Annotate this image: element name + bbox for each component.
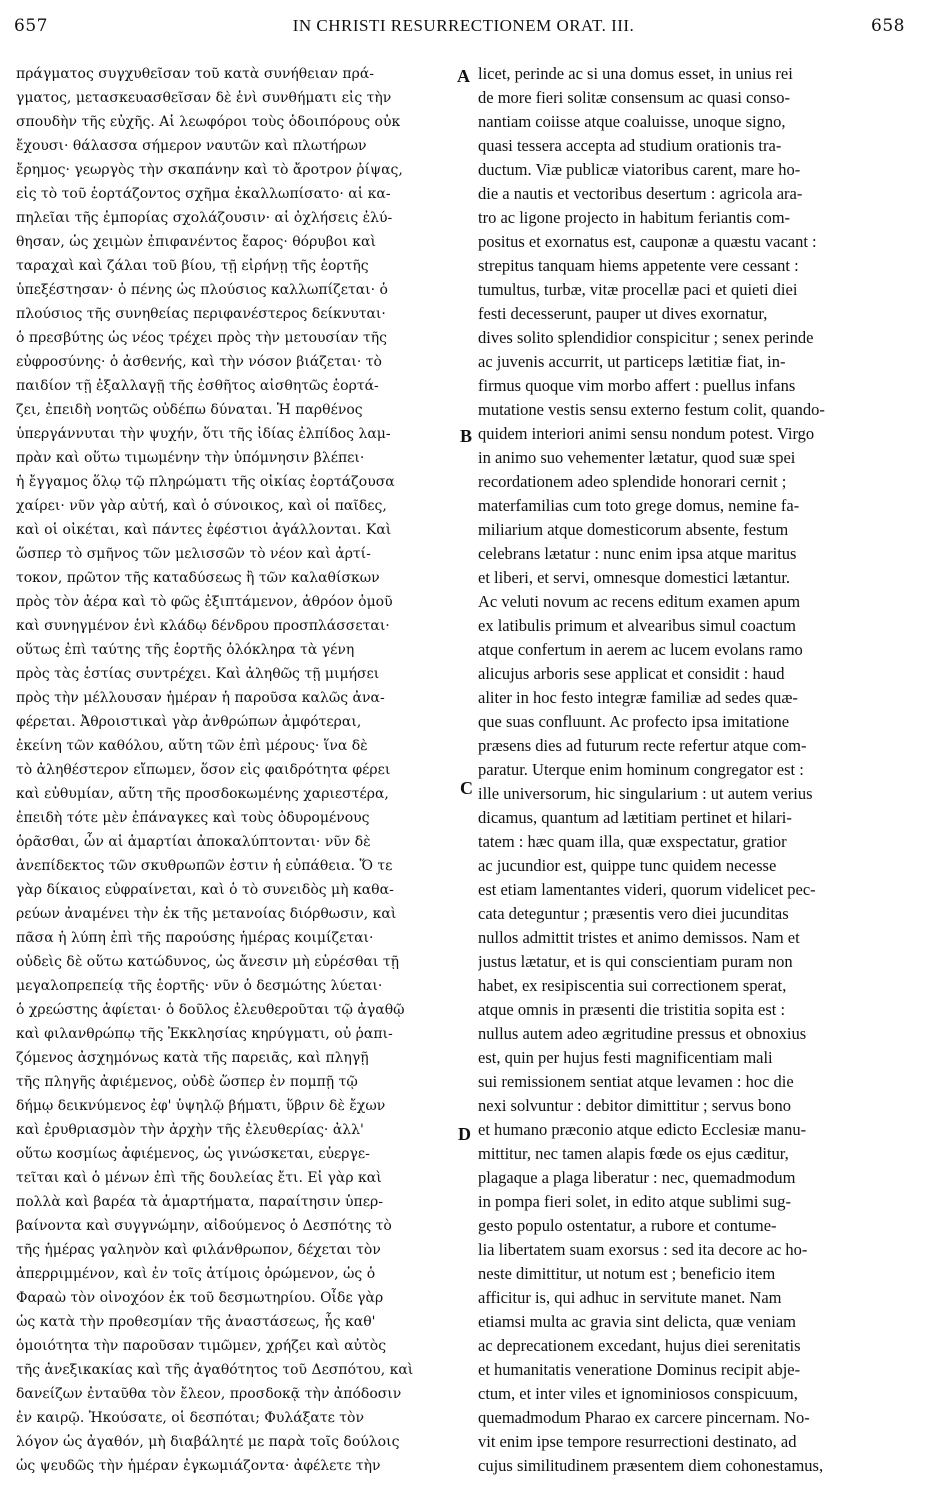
- greek-text-line: λόγον ὡς ἀγαθόν, μὴ διαβάλητέ με παρὰ τοῖς δούλοις: [16, 1434, 400, 1450]
- greek-text-line: ζόμενος ἀσχημόνως κατὰ τῆς παρειᾶς, καὶ πληγῇ: [16, 1050, 369, 1066]
- latin-text-line: quasi tessera accepta ad studium orationis tra-: [478, 136, 782, 155]
- greek-text-line: εἰς τὸ τοῦ ἑορτάζοντος σχῆμα ἐκαλλωπίσατο· αἱ κα-: [16, 186, 391, 202]
- greek-text-line: ἐπειδὴ τότε μὲν ἐπάναγκες καὶ τοὺς ὀδυρομένους: [16, 810, 370, 826]
- latin-text-column: [478, 62, 908, 1478]
- latin-text-line: est, quin per hujus festi magnificentiam mali: [478, 1048, 773, 1067]
- greek-text-line: μεγαλοπρεπείᾳ τῆς ἑορτῆς· νῦν ὁ δεσμώτης λύεται·: [16, 978, 383, 994]
- greek-text-line: γματος, μετασκευασθεῖσαν δὲ ἑνὶ συνθήματι εἰς τὴν: [16, 90, 392, 106]
- latin-text-line: materfamilias cum toto grege domus, nemine fa-: [478, 496, 800, 515]
- latin-text-line: tatem : hæc quam illa, quæ exspectatur, gratior: [478, 832, 787, 851]
- latin-text-line: die a nautis et vectoribus desertum : agricola ara-: [478, 184, 803, 203]
- left-page-number: 657: [14, 16, 48, 36]
- greek-text-line: ταραχαὶ καὶ ζάλαι τοῦ βίου, τῇ εἰρήνῃ τῆς ἑορτῆς: [16, 258, 369, 274]
- greek-text-line: πράγματος συγχυθεῖσαν τοῦ κατὰ συνήθειαν πρά-: [16, 66, 374, 82]
- latin-text-line: que suas confluunt. Ac profecto ipsa imitatione: [478, 712, 790, 731]
- right-page-number: 658: [871, 16, 905, 36]
- greek-text-line: καὶ εὐθυμίαν, αὕτη τῆς προσδοκωμένης χαριεστέρα,: [16, 786, 389, 802]
- greek-text-line: χαίρει· νῦν γὰρ αὐτή, καὶ ὁ σύνοικος, καὶ οἱ παῖδες,: [16, 498, 387, 514]
- latin-text-line: sui remissionem sentiat atque levamen : hoc die: [478, 1072, 794, 1091]
- greek-text-line: παιδίον τῇ ἐξαλλαγῇ τῆς ἐσθῆτος αἰσθητῶς ἑορτά-: [16, 378, 379, 394]
- latin-text-line: mittitur, nec tamen alapis fœde os ejus cæditur,: [478, 1144, 789, 1163]
- latin-text-line: atque omnis in præsenti die tristitia sopita est :: [478, 1000, 786, 1019]
- latin-text-line: positus et exornatus est, cauponæ a quæstu vacant :: [478, 232, 817, 251]
- latin-text-line: cata deteguntur ; præsentis vero diei jucunditas: [478, 904, 789, 923]
- latin-text-line: gesto populo ostentatur, a rubore et contume-: [478, 1216, 777, 1235]
- section-marker-c: C: [460, 778, 473, 798]
- latin-text-line: et humanitatis veneratione Dominus recipit abje-: [478, 1360, 801, 1379]
- greek-text-line: καὶ ἐρυθριασμὸν τὴν ἀρχὴν τῆς ἐλευθερίας· ἀλλ': [16, 1122, 364, 1138]
- latin-text-line: ductum. Viæ publicæ viatoribus carent, mare ho-: [478, 160, 801, 179]
- latin-text-line: licet, perinde ac si una domus esset, in unius rei: [478, 64, 793, 83]
- latin-text-line: præsens dies ad futurum recte refertur atque com-: [478, 736, 807, 755]
- greek-text-line: ὑπεργάννυται τὴν ψυχήν, ὅτι τῆς ἰδίας ἐλπίδος λαμ-: [16, 426, 391, 442]
- greek-text-line: φέρεται. Ἀθροιστικαὶ γὰρ ἀνθρώπων ἀμφότεραι,: [16, 714, 362, 730]
- greek-text-line: γὰρ δίκαιος εὐφραίνεται, καὶ ὁ τὸ συνειδὸς μὴ καθα-: [16, 882, 394, 898]
- greek-text-line: ρεύων ἀναμένει τὴν ἐκ τῆς μετανοίας διόρθωσιν, καὶ: [16, 906, 397, 922]
- latin-text-line: dives solito splendidior conspicitur ; senex perinde: [478, 328, 814, 347]
- latin-text-line: et liberi, et servi, omnesque domestici lætantur.: [478, 568, 791, 587]
- greek-text-line: πηλεῖαι τῆς ἐμπορίας σχολάζουσιν· αἱ ὀχλήσεις ἐλύ-: [16, 210, 393, 226]
- greek-text-line: τοκον, πρῶτον τῆς καταδύσεως ἢ τῶν καλαθίσκων: [16, 570, 380, 586]
- latin-text-line: lia libertatem suam exorsus : sed ita decore ac ho-: [478, 1240, 808, 1259]
- latin-text-line: tro ac ligone projecto in habitum feriantis com-: [478, 208, 791, 227]
- latin-text-line: festi decesserunt, pauper ut dives exornatur,: [478, 304, 768, 323]
- latin-text-line: Ac veluti novum ac recens editum examen apum: [478, 592, 801, 611]
- latin-text-line: afficitur is, qui adhuc in servitute manet. Nam: [478, 1288, 782, 1307]
- greek-text-line: ὁρᾶσθαι, ὧν αἱ ἁμαρτίαι ἀποκαλύπτονται· νῦν δὲ: [16, 834, 371, 850]
- latin-text-line: plagaque a plaga liberatur : nec, quemadmodum: [478, 1168, 796, 1187]
- latin-text-line: in animo suo vehementer lætatur, quod suæ spei: [478, 448, 796, 467]
- latin-text-line: ille universorum, hic singularium : ut autem verius: [478, 784, 813, 803]
- section-marker-b: B: [460, 426, 473, 446]
- latin-text-line: nullos admittit tristes et animo demissos. Nam et: [478, 928, 800, 947]
- latin-text-line: quemadmodum Pharao ex carcere pincernam. No-: [478, 1408, 810, 1427]
- latin-text-line: miliarium atque domesticorum absente, festum: [478, 520, 789, 539]
- greek-text-line: ζει, ἐπειδὴ νοητῶς οὐδέπω δύναται. Ἡ παρθένος: [16, 402, 363, 418]
- latin-text-line: tumultus, turbæ, vitæ procellæ paci et quieti diei: [478, 280, 798, 299]
- greek-text-line: τῆς πληγῆς ἀφιέμενος, οὐδὲ ὥσπερ ἐν πομπῇ τῷ: [16, 1074, 358, 1090]
- latin-text-line: mutatione vestis sensu externo festum colit, quando-: [478, 400, 825, 419]
- greek-text-line: πρὸς τὰς ἑστίας συντρέχει. Καὶ ἀληθῶς τῇ μιμήσει: [16, 666, 380, 682]
- greek-text-line: Φαραὼ τὸν οἰνοχόον ἐκ τοῦ δεσμωτηρίου. Οἶδε γὰρ: [16, 1290, 384, 1306]
- latin-text-line: vit enim ipse tempore resurrectioni destinato, ad: [478, 1432, 797, 1451]
- greek-text-line: καὶ οἱ οἰκέται, καὶ πάντες ἐφέστιοι ἀγάλλονται. Καὶ: [16, 522, 392, 538]
- page-header: [0, 16, 927, 48]
- greek-text-line: ὑπεξέστησαν· ὁ πένης ὡς πλούσιος καλλωπίζεται· ὁ: [16, 282, 388, 298]
- latin-text-line: nantiam coiisse atque coaluisse, unoque signo,: [478, 112, 786, 131]
- greek-text-line: πρὸς τὸν ἀέρα καὶ τὸ φῶς ἐξιπτάμενον, ἀθρόον ὁμοῦ: [16, 594, 393, 610]
- latin-text-line: ac juvenis accurrit, ut particeps lætitiæ fiat, in-: [478, 352, 786, 371]
- greek-text-line: βαίνοντα καὶ συγγνώμην, αἰδούμενος ὁ Δεσπότης τὸ: [16, 1218, 392, 1234]
- greek-text-line: οὕτω κοσμίως ἀφιέμενος, ὡς γινώσκεται, εὐεργε-: [16, 1146, 370, 1162]
- greek-text-line: πρὸς τὴν μέλλουσαν ἡμέραν ἡ παροῦσα καλῶς ἀνα-: [16, 690, 385, 706]
- greek-text-line: καὶ συνηγμένον ἑνὶ κλάδῳ δένδρου προσπλάσσεται·: [16, 618, 390, 634]
- latin-text-line: habet, ex resipiscentia sui correctionem sperat,: [478, 976, 787, 995]
- latin-text-line: etiamsi multa ac gravia sint delicta, quæ veniam: [478, 1312, 796, 1331]
- latin-text-line: cujus similitudinem præsentem diem cohonestamus,: [478, 1456, 824, 1475]
- latin-text-line: paratur. Uterque enim hominum congregator est :: [478, 760, 804, 779]
- latin-text-line: ac jucundior est, quippe tunc quidem necesse: [478, 856, 777, 875]
- greek-text-line: ὡς ψευδῶς τὴν ἡμέραν ἐγκωμιάζοντα· ἀφέλετε τὴν: [16, 1458, 381, 1474]
- latin-text-line: justus lætatur, et is qui conscientiam puram non: [478, 952, 793, 971]
- greek-text-line: οὐδεὶς δὲ οὕτω κατώδυνος, ὡς ἄνεσιν μὴ εὑρέσθαι τῇ: [16, 954, 399, 970]
- running-title: IN CHRISTI RESURRECTIONEM ORAT. III.: [292, 16, 635, 35]
- latin-text-line: alicujus arboris sese applicat et considit : haud: [478, 664, 785, 683]
- latin-text-line: neste dimittitur, ut notum est ; beneficio item: [478, 1264, 776, 1283]
- latin-text-line: atque confertum in aerem ac lucem evolans ramo: [478, 640, 803, 659]
- latin-text-line: ex latibulis primum et alvearibus simul coactum: [478, 616, 797, 635]
- section-marker-a: A: [457, 66, 470, 86]
- latin-text-line: nexi solvuntur : debitor dimittitur ; servus bono: [478, 1096, 792, 1115]
- greek-text-line: θησαν, ὡς χειμὼν ἐπιφανέντος ἔαρος· θόρυβοι καὶ: [16, 234, 376, 250]
- latin-text-line: firmus quoque vim morbo affert : puellus infans: [478, 376, 796, 395]
- greek-text-column: [16, 62, 454, 1478]
- greek-text-line: ἀνεπίδεκτος τῶν σκυθρωπῶν ἐστιν ἡ εὐπάθεια. Ὅ τε: [16, 858, 393, 874]
- greek-text-line: ἔχουσι· θάλασσα σήμερον ναυτῶν καὶ πλωτήρων: [16, 138, 367, 154]
- greek-text-line: ὁ χρεώστης ἀφίεται· ὁ δοῦλος ἐλευθεροῦται τῷ ἀγαθῷ: [16, 1002, 405, 1018]
- greek-text-line: καὶ φιλανθρώπῳ τῆς Ἐκκλησίας κηρύγματι, οὐ ῥαπι-: [16, 1026, 393, 1042]
- latin-text-line: et humano præconio atque edicto Ecclesiæ manu-: [478, 1120, 807, 1139]
- section-marker-d: D: [458, 1124, 471, 1144]
- greek-text-line: οὕτως ἐπὶ ταύτης τῆς ἑορτῆς ὁλόκληρα τὰ γένη: [16, 642, 355, 658]
- greek-text-line: δήμῳ δεικνύμενος ἐφ' ὑψηλῷ βήματι, ὕβριν δὲ ἔχων: [16, 1098, 386, 1114]
- greek-text-line: πολλὰ καὶ βαρέα τὰ ἁμαρτήματα, παραίτησιν ὑπερ-: [16, 1194, 383, 1210]
- greek-text-line: ὁ πρεσβύτης ὡς νέος τρέχει πρὸς τὴν μετουσίαν τῆς: [16, 330, 387, 346]
- greek-text-line: σπουδὴν τῆς εὐχῆς. Αἱ λεωφόροι τοὺς ὁδοιπόρους οὐκ: [16, 114, 401, 130]
- greek-text-line: τῆς ἀνεξικακίας καὶ τῆς ἀγαθότητος τοῦ Δεσπότου, καὶ: [16, 1362, 414, 1378]
- greek-text-line: πρὰν καὶ οὕτω τιμωμένην τὴν ὑπόμνησιν βλέπει·: [16, 450, 365, 466]
- latin-text-line: ctum, et inter viles et ignominiosos conspicuum,: [478, 1384, 798, 1403]
- greek-text-line: ἐκείνη τῶν καθόλου, αὕτη τῶν ἐπὶ μέρους· ἵνα δὲ: [16, 738, 368, 754]
- greek-text-line: ἐν καιρῷ. Ἠκούσατε, οἱ δεσπόται; Φυλάξατε τὸν: [16, 1410, 364, 1426]
- latin-text-line: ac deprecationem excedant, hujus diei serenitatis: [478, 1336, 801, 1355]
- greek-text-line: εὐφροσύνης· ὁ ἀσθενής, καὶ τὴν νόσον βιάζεται· τὸ: [16, 354, 382, 370]
- greek-text-line: πλούσιος τῆς συνηθείας περιφανέστερος δείκνυται·: [16, 306, 386, 322]
- latin-text-line: est etiam lamentantes videri, quorum videlicet pec-: [478, 880, 816, 899]
- greek-text-line: τὸ ἀληθέστερον εἴπωμεν, ὅσον εἰς φαιδρότητα φέρει: [16, 762, 391, 778]
- latin-text-line: de more fieri solitæ consensum ac quasi conso-: [478, 88, 791, 107]
- greek-text-line: ὥσπερ τὸ σμῆνος τῶν μελισσῶν τὸ νέον καὶ ἀρτί-: [16, 546, 371, 562]
- greek-text-line: τῆς ἡμέρας γαληνὸν καὶ φιλάνθρωπον, δέχεται τὸν: [16, 1242, 381, 1258]
- greek-text-line: ἀπερριμμένον, καὶ ἐν τοῖς ἀτίμοις ὁρώμενον, ὡς ὁ: [16, 1266, 376, 1282]
- greek-text-line: ὁμοιότητα τὴν παροῦσαν τιμῶμεν, χρήζει καὶ αὐτὸς: [16, 1338, 387, 1354]
- greek-text-line: δανείζων ἐνταῦθα τὸν ἔλεον, προσδοκᾷ τὴν ἀπόδοσιν: [16, 1386, 402, 1402]
- latin-text-line: dicamus, quantum ad lætitiam pertinet et hilari-: [478, 808, 792, 827]
- latin-text-line: aliter in hoc festo integræ familiæ ad sedes quæ-: [478, 688, 798, 707]
- greek-text-line: τεῖται καὶ ὁ μένων ἐπὶ τῆς δουλείας ἔτι. Εἰ γὰρ καὶ: [16, 1170, 382, 1186]
- latin-text-line: recordationem adeo splendide honorari cernit ;: [478, 472, 787, 491]
- latin-text-line: strepitus tanquam hiems appetente vere cessant :: [478, 256, 799, 275]
- latin-text-line: nullus autem adeo ægritudine pressus et obnoxius: [478, 1024, 807, 1043]
- greek-text-line: ὡς κατὰ τὴν προθεσμίαν τῆς ἀναστάσεως, ἧς καθ': [16, 1314, 376, 1330]
- latin-text-line: celebrans lætatur : nunc enim ipsa atque maritus: [478, 544, 797, 563]
- latin-text-line: in pompa fieri solet, in edito atque sublimi sug-: [478, 1192, 791, 1211]
- greek-text-line: ἔρημος· γεωργὸς τὴν σκαπάνην καὶ τὸ ἄροτρον ῥίψας,: [16, 162, 403, 178]
- latin-text-line: quidem interiori animi sensu nondum potest. Virgo: [478, 424, 815, 443]
- greek-text-line: πᾶσα ἡ λύπη ἐπὶ τῆς παρούσης ἡμέρας κοιμίζεται·: [16, 930, 374, 946]
- greek-text-line: ἡ ἔγγαμος ὅλῳ τῷ πληρώματι τῆς οἰκίας ἑορτάζουσα: [16, 474, 395, 490]
